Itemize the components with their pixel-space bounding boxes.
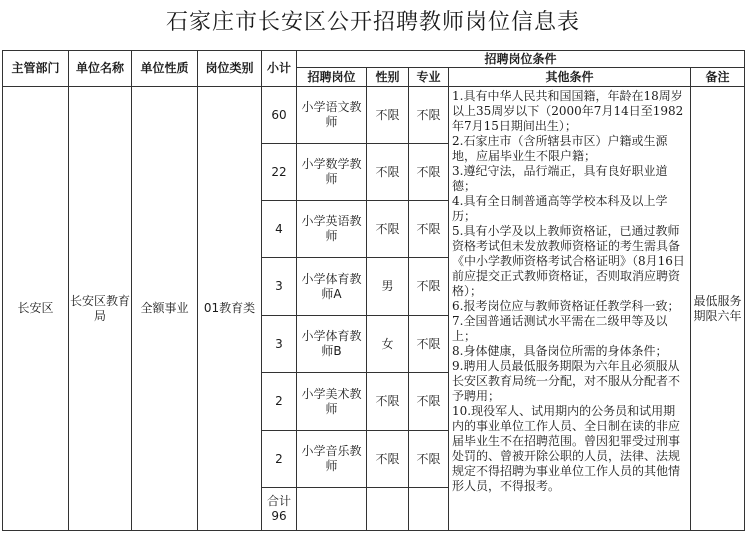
major-cell: 不限 xyxy=(409,316,449,373)
major-cell: 不限 xyxy=(409,144,449,201)
condition-item: 7.全国普通话测试水平需在二级甲等及以上； xyxy=(452,314,668,343)
position-cell: 小学音乐教师 xyxy=(297,431,367,488)
condition-item: 9.聘用人员最低服务期限为六年且必须服从长安区教育局统一分配，对不服从分配者不予聘用； xyxy=(452,359,681,403)
count-cell: 3 xyxy=(262,316,297,373)
condition-item: 4.具有全日制普通高等学校本科及以上学历； xyxy=(452,194,668,223)
header-position: 招聘岗位 xyxy=(297,68,367,87)
header-conditions-group: 招聘岗位条件 xyxy=(297,51,745,68)
gender-cell: 不限 xyxy=(367,373,409,431)
major-cell: 不限 xyxy=(409,373,449,431)
total-cell xyxy=(262,488,297,531)
condition-item: 3.遵纪守法，品行端正，具有良好职业道德； xyxy=(452,164,668,193)
count-cell: 4 xyxy=(262,201,297,258)
condition-item: 6.报考岗位应与教师资格证任教学科一致； xyxy=(452,299,680,313)
dept-cell: 长安区 xyxy=(3,87,69,531)
remark-cell: 最低服务期限六年 xyxy=(691,87,745,531)
position-cell: 小学语文教师 xyxy=(297,87,367,144)
gender-cell: 不限 xyxy=(367,144,409,201)
condition-item: 1.具有中华人民共和国国籍，年龄在18周岁以上35周岁以下（2000年7月14日至1982年7月15日期间出生）； xyxy=(452,89,684,133)
other-conditions-cell xyxy=(449,87,691,531)
major-cell: 不限 xyxy=(409,201,449,258)
empty-cell xyxy=(367,488,409,531)
gender-cell: 女 xyxy=(367,316,409,373)
count-cell: 3 xyxy=(262,258,297,316)
header-gender: 性别 xyxy=(367,68,409,87)
count-cell: 60 xyxy=(262,87,297,144)
gender-cell: 不限 xyxy=(367,201,409,258)
total-label: 合计 xyxy=(266,494,291,508)
header-nature: 单位性质 xyxy=(132,51,198,87)
recruitment-table xyxy=(2,50,745,531)
count-cell: 2 xyxy=(262,431,297,488)
header-remark: 备注 xyxy=(691,68,745,87)
position-cell: 小学美术教师 xyxy=(297,373,367,431)
position-cell: 小学英语教师 xyxy=(297,201,367,258)
page-title: 石家庄市长安区公开招聘教师岗位信息表 xyxy=(165,10,580,35)
empty-cell xyxy=(409,488,449,531)
unit-cell: 长安区教育局 xyxy=(69,87,132,531)
header-dept: 主管部门 xyxy=(3,51,69,87)
position-cell: 小学体育教师A xyxy=(297,258,367,316)
gender-cell: 男 xyxy=(367,258,409,316)
position-cell: 小学体育教师B xyxy=(297,316,367,373)
nature-cell: 全额事业 xyxy=(132,87,198,531)
table-row xyxy=(3,87,745,144)
position-cell: 小学数学教师 xyxy=(297,144,367,201)
total-value: 96 xyxy=(271,509,287,523)
header-count: 小计 xyxy=(262,51,297,87)
count-cell: 22 xyxy=(262,144,297,201)
major-cell: 不限 xyxy=(409,258,449,316)
condition-item: 10.现役军人、试用期内的公务员和试用期内的事业单位工作人员、全日制在读的非应届毕业生不在招聘范围。曾因犯罪受过刑事处罚的、曾被开除公职的人员，法律、法规规定不得招聘为事业单位工作人员的其他情形人员，不得报考。 xyxy=(452,404,681,493)
condition-item: 8.身体健康，具备岗位所需的身体条件； xyxy=(452,344,668,358)
condition-item: 5.具有小学及以上教师资格证，已通过教师资格考试但未发放教师资格证的考生需具备《中小学教师资格考试合格证明》（8月16日前应提交正式教师资格证，否则取消应聘资格）； xyxy=(452,224,685,298)
category-cell: 01教育类 xyxy=(198,87,262,531)
header-unit: 单位名称 xyxy=(69,51,132,87)
header-category: 岗位类别 xyxy=(198,51,262,87)
empty-cell xyxy=(297,488,367,531)
gender-cell: 不限 xyxy=(367,87,409,144)
major-cell: 不限 xyxy=(409,431,449,488)
gender-cell: 不限 xyxy=(367,431,409,488)
header-major: 专业 xyxy=(409,68,449,87)
condition-item: 2.石家庄市（含所辖县市区）户籍或生源地，应届毕业生不限户籍； xyxy=(452,134,668,163)
header-other: 其他条件 xyxy=(449,68,691,87)
major-cell: 不限 xyxy=(409,87,449,144)
count-cell: 2 xyxy=(262,373,297,431)
